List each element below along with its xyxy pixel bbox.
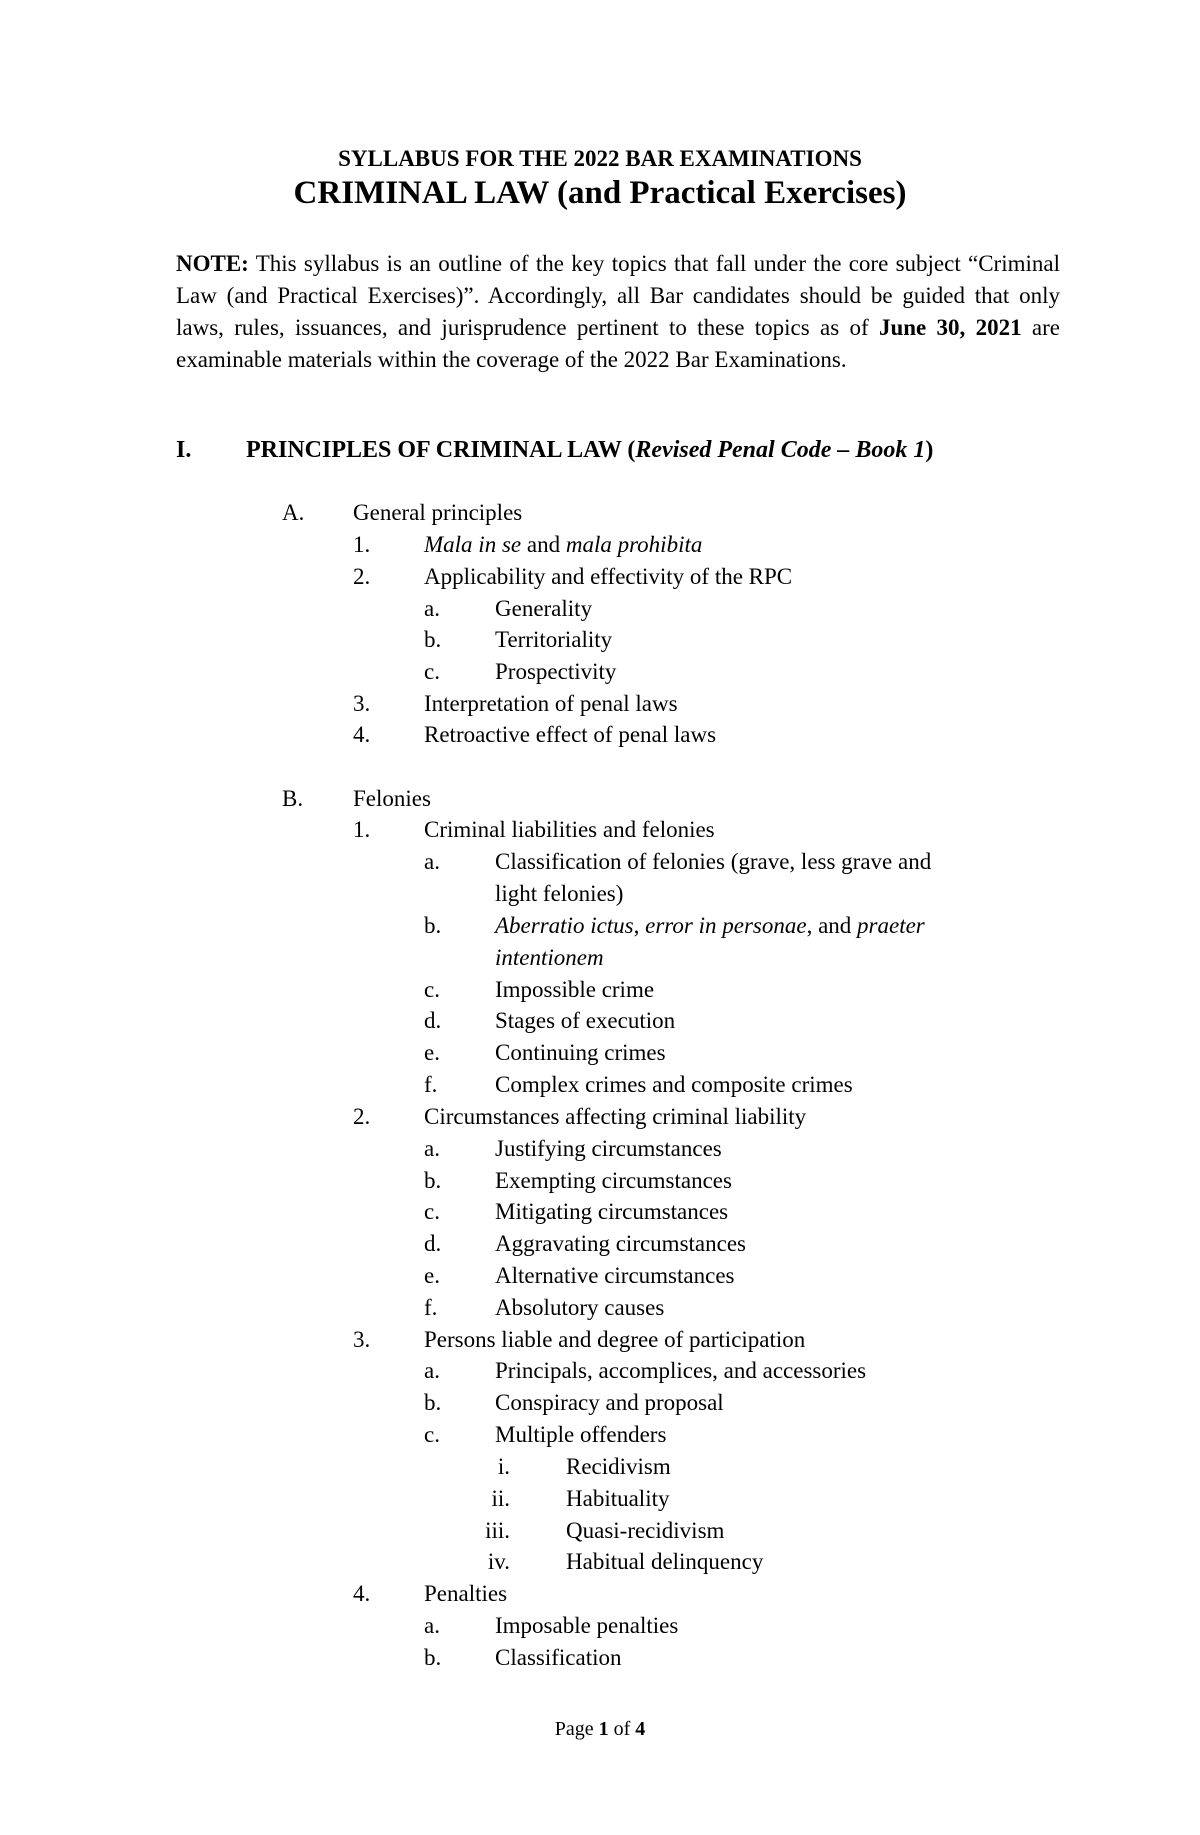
list-item: b. Classification [424, 1645, 622, 1670]
list-item: b. Aberratio ictus, error in personae, and praeter [424, 913, 925, 938]
list-item: 3. Persons liable and degree of participation [353, 1327, 806, 1352]
list-item: iv. Habitual delinquency [487, 1549, 764, 1574]
list-item: iii. Quasi-recidivism [485, 1518, 725, 1543]
list-item: a. Generality [424, 596, 593, 621]
list-item: ii. Habituality [491, 1486, 670, 1511]
list-item: c. Mitigating circumstances [424, 1199, 729, 1224]
list-item: c. Impossible crime [424, 977, 655, 1002]
note-label: NOTE: [176, 251, 249, 276]
page-number: Page 1 of 4 [554, 1718, 646, 1740]
list-item: 1. Mala in se and mala prohibita [353, 532, 703, 557]
list-item: a. Justifying circumstances [424, 1136, 722, 1161]
list-item: e. Continuing crimes [424, 1040, 666, 1065]
note-date: June 30, 2021 [878, 315, 1022, 340]
list-item: i. Recidivism [497, 1454, 671, 1479]
subject-title: CRIMINAL LAW (and Practical Exercises) [293, 175, 907, 211]
list-item: c. Multiple offenders [424, 1422, 667, 1447]
list-item: A. General principles [282, 500, 523, 525]
list-item: 2. Applicability and effectivity of the RPC [353, 564, 793, 589]
note-text-1: This syllabus is an outline of the key topics that fall under the core subject “Criminal Law (and Practical Exercises)”. Accordingly, all Bar candidates should be guided that only laws, rules, issuances, and jurisprudence pertinent to these topics as of [176, 251, 1060, 340]
list-item: f. Complex crimes and composite crimes [424, 1072, 853, 1097]
list-item: b. Conspiracy and proposal [424, 1390, 724, 1415]
list-item: a. Principals, accomplices, and accessories [424, 1358, 867, 1383]
list-item: B. Felonies [282, 786, 431, 811]
list-item: d. Aggravating circumstances [424, 1231, 746, 1256]
list-item: 2. Circumstances affecting criminal liability [353, 1104, 807, 1129]
list-item: d. Stages of execution [424, 1008, 676, 1033]
list-item-continuation: light felonies) [495, 881, 624, 906]
note-text-2: are examinable materials within the coverage of the 2022 Bar Examinations. [176, 315, 1060, 372]
list-item: b. Exempting circumstances [424, 1168, 732, 1193]
syllabus-heading: SYLLABUS FOR THE 2022 BAR EXAMINATIONS [338, 146, 862, 171]
list-item-continuation: intentionem [495, 945, 604, 970]
list-item: 4. Penalties [353, 1581, 508, 1606]
list-item: e. Alternative circumstances [424, 1263, 735, 1288]
list-item: 4. Retroactive effect of penal laws [353, 722, 717, 747]
list-item: b. Territoriality [424, 627, 613, 652]
section-number: I. [176, 437, 192, 463]
list-item: c. Prospectivity [424, 659, 617, 684]
list-item: a. Imposable penalties [424, 1613, 679, 1638]
section-title: PRINCIPLES OF CRIMINAL LAW (Revised Penal Code – Book 1) [246, 437, 934, 463]
list-item: a. Classification of felonies (grave, less grave and [424, 849, 932, 874]
list-item: 1. Criminal liabilities and felonies [353, 817, 715, 842]
note-paragraph [176, 248, 1060, 376]
list-item: 3. Interpretation of penal laws [353, 691, 678, 716]
list-item: f. Absolutory causes [424, 1295, 665, 1320]
